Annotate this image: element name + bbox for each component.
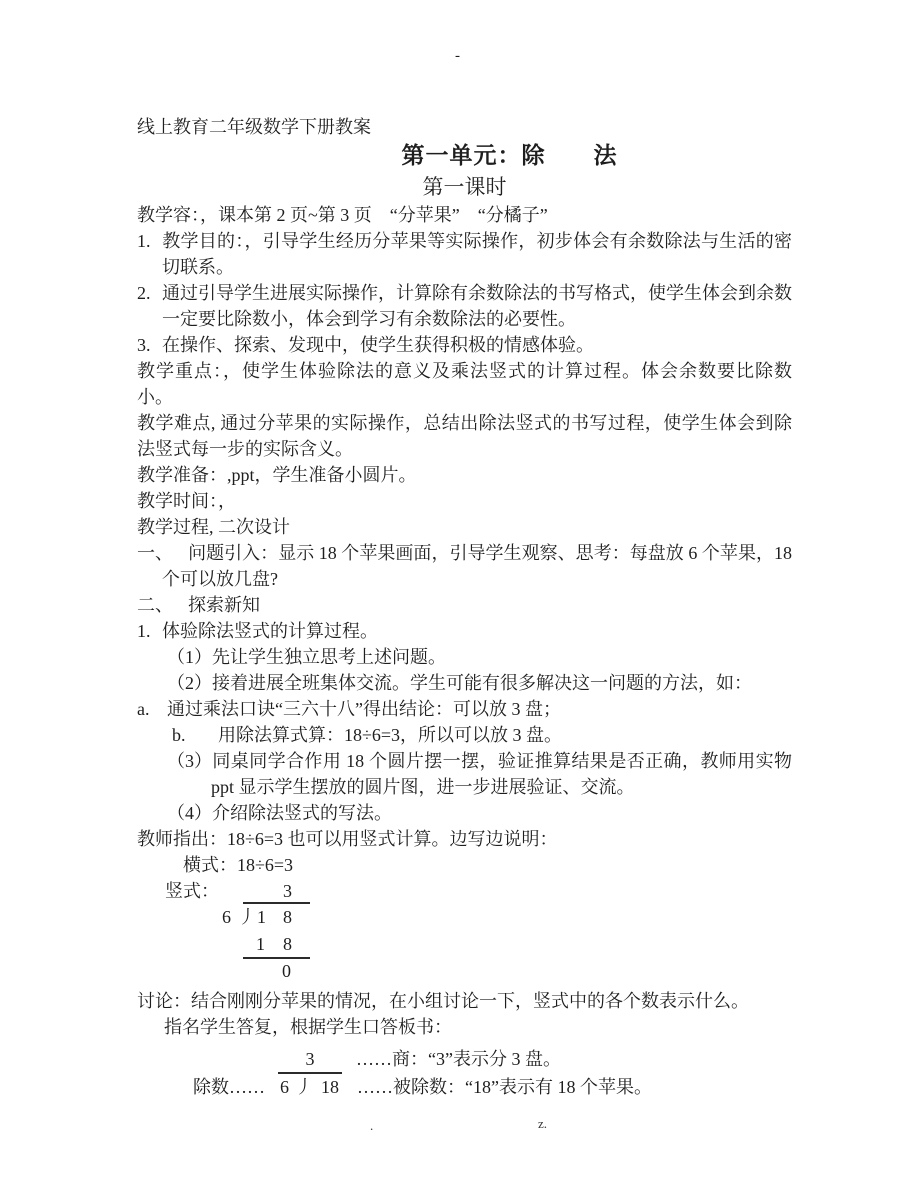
- paragraph-text: 在操作、探索、发现中，使学生获得积极的情感体验。: [162, 335, 594, 355]
- vertical-form-label: 竖式：: [165, 881, 219, 901]
- document-subject-line: 线上教育二年级数学下册教案: [137, 117, 371, 137]
- paragraph-text: 教学目的：，引导学生经历分苹果等实际操作，初步体会有余数除法与生活的密切联系。: [162, 231, 792, 277]
- board-writing-intro-line: 指名学生答复，根据学生口答板书：: [164, 1017, 452, 1037]
- paragraph-text: 通过乘法口诀“三六十八”得出结论：可以放 3 盘；: [167, 699, 561, 719]
- paragraph-text: 用除法算式算：18÷6=3，所以可以放 3 盘。: [218, 725, 563, 745]
- paragraph-text: 探索新知: [188, 595, 260, 615]
- division-subtraction-line: [243, 957, 310, 959]
- paragraph-text: 同桌同学合作用 18 个圆片摆一摆，验证推算结果是否正确，教师用实物 ppt 显示学生摆放的圆片图，进一步进展验证、交流。: [211, 751, 792, 797]
- paragraph-text: 通过引导学生进展实际操作，计算除有余数除法的书写格式，使学生体会到余数一定要比除数小，体会到学习有余数除法的必要性。: [162, 283, 792, 329]
- objective-item-2: [137, 280, 792, 332]
- unit-title: 第一单元：除 法: [401, 143, 618, 168]
- section-2-explore: [137, 592, 792, 618]
- lesson-title: 第一课时: [422, 175, 507, 199]
- paragraph-text: 问题引入：显示 18 个苹果画面，引导学生观察、思考：每盘放 6 个苹果，18 个可以放几盘?: [162, 543, 793, 589]
- division-divisor: 6: [222, 907, 231, 927]
- paragraph-text: 先让学生独立思考上述问题。: [212, 647, 446, 667]
- list-marker: （3）: [167, 751, 212, 771]
- board-quotient-note: ……商：“3”表示分 3 盘。: [356, 1049, 561, 1069]
- teaching-process-line: 教学过程, 二次设计: [137, 517, 290, 537]
- list-marker: 2.: [137, 283, 151, 303]
- list-marker: 二、: [137, 595, 173, 615]
- teaching-preparation-line: 教学准备：,ppt，学生准备小圆片。: [137, 465, 417, 485]
- list-marker: （2）: [167, 673, 212, 693]
- method-a: [137, 696, 792, 722]
- method-b: [137, 722, 792, 748]
- objective-item-1: [137, 228, 792, 280]
- list-marker: b.: [172, 725, 186, 745]
- division-bracket: 丿: [238, 907, 256, 927]
- page-footer-mark: z.: [538, 1116, 548, 1131]
- list-marker: 一、: [137, 543, 174, 563]
- paragraph-text: 接着进展全班集体交流。学生可能有很多解决这一问题的方法，如：: [212, 673, 752, 693]
- substep-3: [137, 748, 792, 800]
- document-body: [137, 114, 792, 1100]
- board-quotient-underlined: 3: [278, 1046, 342, 1074]
- list-marker: a.: [137, 699, 150, 719]
- substep-1: [137, 644, 792, 670]
- teaching-focus-line: 教学重点：，使学生体验除法的意义及乘法竖式的计算过程。体会余数要比除数小。: [137, 361, 792, 407]
- division-quotient: 3: [283, 881, 292, 901]
- section-1-problem-intro: [137, 540, 792, 592]
- list-marker: 3.: [137, 335, 151, 355]
- objective-item-3: [137, 332, 792, 358]
- list-marker: 1.: [137, 621, 151, 641]
- page-footer-dot: .: [370, 1118, 374, 1133]
- board-division-bracket: 丿: [295, 1077, 313, 1097]
- horizontal-form-line: 横式：18÷6=3: [183, 855, 294, 875]
- board-dividend-note: ……被除数：“18”表示有 18 个苹果。: [357, 1077, 652, 1097]
- board-quotient-line: [137, 1046, 792, 1074]
- division-product-tens: 1: [256, 934, 265, 954]
- list-marker: 1.: [137, 231, 151, 251]
- teaching-time-line: 教学时间：，: [137, 491, 236, 511]
- division-dividend-tens: 1: [257, 907, 266, 927]
- paragraph-text: 介绍除法竖式的写法。: [212, 803, 392, 823]
- division-product-ones: 8: [283, 934, 292, 954]
- step-1-experience: [137, 618, 792, 644]
- teaching-content-line: 教学容：，课本第 2 页~第 3 页 “分苹果” “分橘子”: [137, 205, 548, 225]
- board-divisor-line: [137, 1074, 792, 1100]
- division-remainder: 0: [282, 961, 291, 981]
- page-header-mark: -: [455, 48, 460, 64]
- board-divisor: 6: [280, 1077, 289, 1097]
- list-marker: （4）: [167, 803, 212, 823]
- long-division-vertical-form: [137, 878, 792, 984]
- teacher-note-line: 教师指出：18÷6=3 也可以用竖式计算。边写边说明：: [137, 829, 558, 849]
- paragraph-text: 体验除法竖式的计算过程。: [162, 621, 378, 641]
- substep-2: [137, 670, 792, 696]
- substep-4: [137, 800, 792, 826]
- board-dividend: 18: [321, 1077, 339, 1097]
- discussion-line: 讨论：结合刚刚分苹果的情况，在小组讨论一下，竖式中的各个数表示什么。: [137, 991, 749, 1011]
- board-divisor-label: 除数……: [193, 1077, 265, 1097]
- list-marker: （1）: [167, 647, 212, 667]
- division-dividend-ones: 8: [283, 907, 292, 927]
- teaching-difficulty-line: 教学难点, 通过分苹果的实际操作，总结出除法竖式的书写过程，使学生体会到除法竖式每一步的实际含义。: [137, 413, 792, 459]
